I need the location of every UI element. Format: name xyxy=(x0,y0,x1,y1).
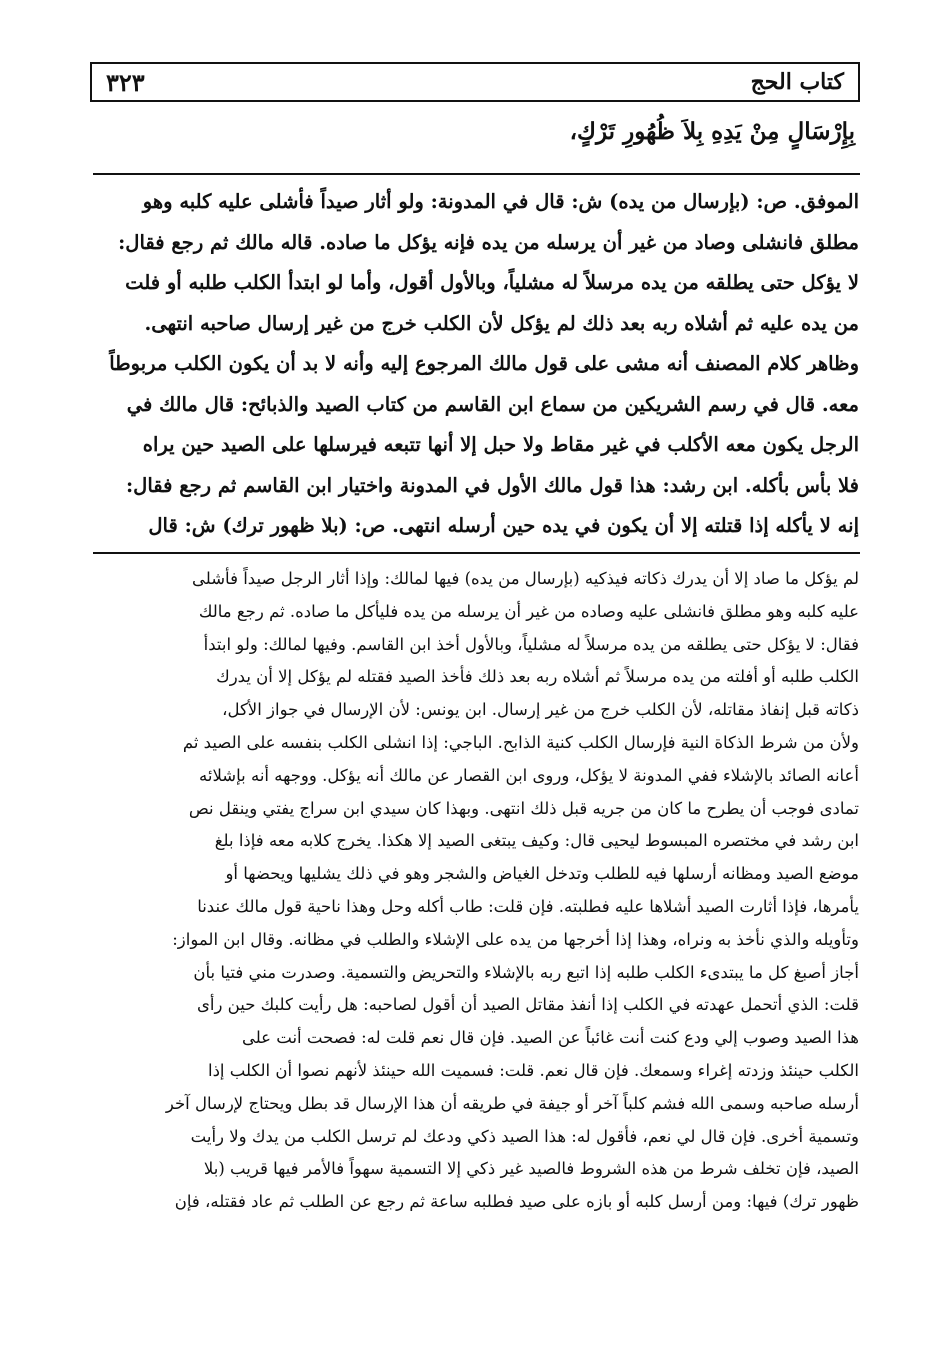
commentary-block xyxy=(87,182,859,547)
commentary-line: إنه لا يأكله إذا قتلته إلا أن يكون في يده حين أرسله انتهى. ص: (بلا ظهور ترك) ش: قال xyxy=(148,514,859,537)
footnote-line: وتأويله والذي نأخذ به ونراه، وهذا إذا أخرجها من يده على الإشلاء والطلب في مظانه. وقال ابن المواز: xyxy=(172,929,859,949)
footnote-line: لم يؤكل ما صاد إلا أن يدرك ذكاته فيذكيه (بإرسال من يده) فيها لمالك: وإذا أثار الرجل صيداً فأشلى xyxy=(192,569,859,588)
footnote-line: الكلب حينئذ وزدته إغراء وسمعك. فإن قال نعم. قلت: فسميت الله حينئذ لأنهم نصوا أن الكلب إذا xyxy=(207,1060,859,1080)
footnote-line: أعانه الصائد بالإشلاء ففي المدونة لا يؤكل، وروى ابن القصار عن مالك أنه يؤكل. ووجهه أنه بإشلائه xyxy=(199,765,859,785)
footnote-line: هذا الصيد وصوب إلي ودع كنت أنت غائباً عن الصيد. فإن قال نعم قلت له: فصحت أنت على xyxy=(241,1028,859,1048)
footnote-line: أرسله صاحبه وسمى الله فشم كلباً آخر أو جيفة في طريقه أن هذا الإرسال قد بطل ويحتاج لإرسال آخر xyxy=(165,1093,859,1113)
matn-verse: بِإِرْسَالٍ مِنْ يَدِهِ بِلاَ ظُهُورِ تَرْكٍ، xyxy=(569,118,855,145)
footnote-line: قلت: الذي أتحمل عهدته في الكلب إذا أنفذ مقاتل الصيد أن أقول لصاحبه: هل رأيت كلبك حين رأى xyxy=(196,995,859,1015)
footnote-line: فقال: لا يؤكل حتى يطلقه من يده مرسلاً له مشلياً، وبالأول أخذ ابن القاسم. وفيها لمالك: ولو ابتدأ xyxy=(203,634,859,654)
footnote-line: عليه كلبه وهو مطلق فانشلى عليه وصاده من غير أن يرسله من يده فليأكل ما صاده. ثم رجع مالك xyxy=(198,601,859,621)
commentary-line: فلا بأس بأكله. ابن رشد: هذا قول مالك الأول في المدونة واختيار ابن القاسم ثم رجع فقال: xyxy=(125,473,859,497)
footnote-line: ابن رشد في مختصره المبسوط ليحيى قال: وكيف يبتغى الصيد إلا هكذا. يخرج كلابه معه فإذا بلغ xyxy=(214,831,859,851)
footnote-line: الصيد، فإن تخلف شرط من هذه الشروط فالصيد غير ذكي إلا التسمية سهواً فالأمر فيها قريب (بلا xyxy=(203,1159,859,1179)
commentary-line: الموفق. ص: (بإرسال من يده) ش: قال في المدونة: ولو أثار صيداً فأشلى عليه كلبه وهو xyxy=(142,190,859,213)
top-divider xyxy=(93,173,860,175)
footnote-block xyxy=(87,563,859,1219)
footnote-line: وتسمية أخرى. فإن قال لي نعم، فأقول له: هذا الصيد ذكي ودعك لم ترسل الكلب من يدك ولا رأيت xyxy=(190,1126,859,1146)
footnote-line: موضع الصيد ومظانه أرسلها فيه للطلب وتدخل الغياض والشجر وهو في ذلك يشليها ويحضها أو xyxy=(225,864,859,884)
footnote-line: أجاز أصبغ كل ما يبتدىء الكلب طلبه إذا اتبع ربه بالإشلاء والتحريض والتسمية. وصدرت مني فتيا بأن xyxy=(193,962,859,982)
footnote-line: الكلب طلبه أو أفلته من يده مرسلاً ثم أشلاه ربه بعد ذلك فأخذ الصيد فقتله لم يؤكل إلا أن يدرك xyxy=(216,667,859,687)
footnote-line: يأمرها، فإذا أثارت الصيد أشلاها عليه فطلبته. فإن قلت: طاب أكله وحل وهذا ناحية قول مالك عندنا xyxy=(197,896,859,916)
footnote-line: ذكاته قبل إنفاذ مقاتله، لأن الكلب خرج من غير إرسال. ابن يونس: لأن الإرسال في جواز الأكل، xyxy=(222,700,859,720)
page-header xyxy=(90,62,860,102)
commentary-line: مطلق فانشلى وصاد من غير أن يرسله من يده فإنه يؤكل ما صاده. قاله مالك ثم رجع فقال: xyxy=(118,230,859,254)
footnote-divider xyxy=(93,552,860,554)
commentary-line: معه. قال في رسم الشريكين من سماع ابن القاسم من كتاب الصيد والذبائح: قال مالك في xyxy=(126,392,859,416)
commentary-line: لا يؤكل حتى يطلقه من يده مرسلاً له مشلياً، وبالأول أقول، وأما لو ابتدأ الكلب طلبه أو فلت xyxy=(125,271,859,294)
footnote-line: ولأن من شرط الذكاة النية فإرسال الكلب كنية الذابح. الباجي: إذا انشلى الكلب بنفسه على الصيد ثم xyxy=(182,732,859,752)
book-title: كتاب الحج xyxy=(750,69,844,95)
footnote-line: تمادى فوجب أن يطرح ما كان من جريه قبل ذلك انتهى. وبهذا كان سيدي ابن سراج يفتي وينقل نص xyxy=(188,798,859,818)
page-number: ٣٢٣ xyxy=(106,67,145,97)
commentary-line: الرجل يكون معه الأكلب في غير مقاط ولا حبل إلا أنها تتبعه فيرسلها على الصيد حين يراه xyxy=(142,433,859,456)
footnote-line: ظهور ترك) فيها: ومن أرسل كلبه أو بازه على صيد فطلبه ساعة ثم رجع عن الطلب ثم عاد فقتله، فإن xyxy=(174,1192,859,1212)
commentary-line: من يده عليه ثم أشلاه ربه بعد ذلك لم يؤكل لأن الكلب خرج من غير إرسال صاحبه انتهى. xyxy=(144,311,859,335)
commentary-line: وظاهر كلام المصنف أنه مشى على قول مالك المرجوع إليه وأنه لا بد أن يكون الكلب مربوطاً xyxy=(109,352,859,375)
